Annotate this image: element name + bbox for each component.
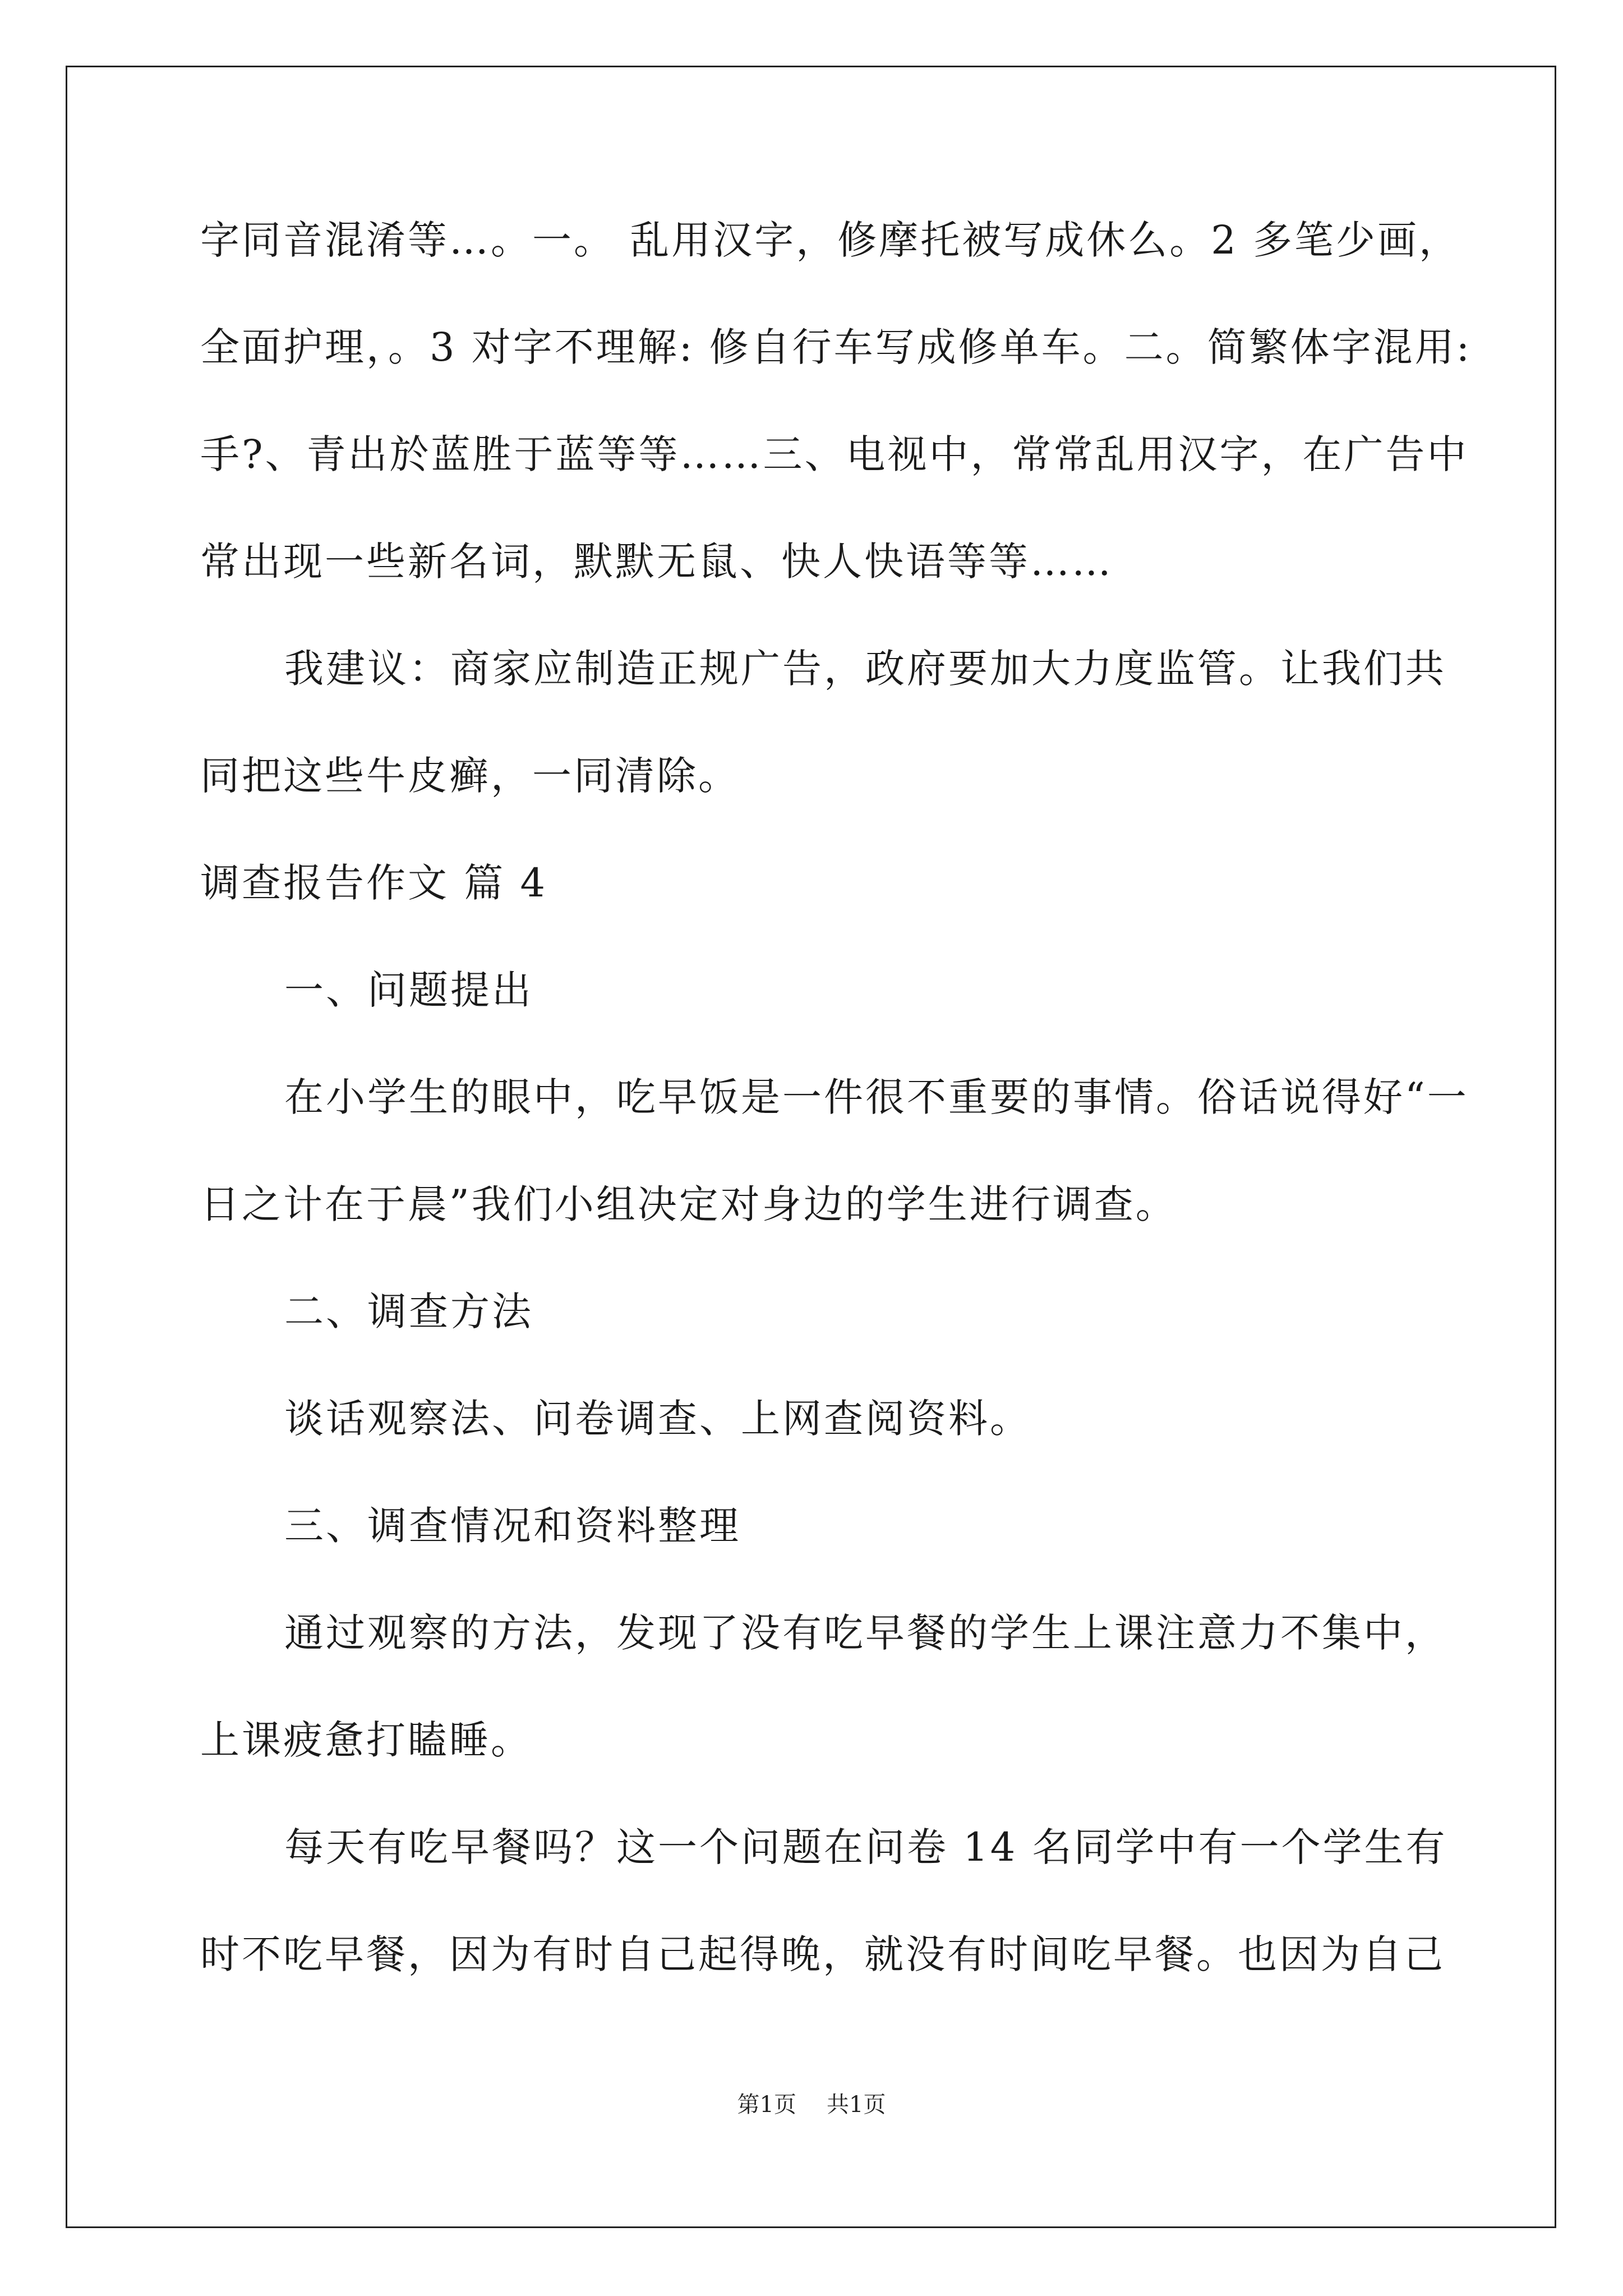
text-line-17: 时不吃早餐，因为有时自己起得晚，就没有时间吃早餐。也因为自己 (200, 1931, 1445, 1977)
section-heading: 调查报告作文 篇 4 (200, 860, 548, 906)
text-line-12: 谈话观察法、问卷调查、上网查阅资料。 (284, 1396, 1031, 1442)
subheading-problem: 一、问题提出 (284, 967, 533, 1013)
subheading-method: 二、调查方法 (284, 1289, 533, 1335)
text-line-15: 上课疲惫打瞌睡。 (200, 1717, 532, 1763)
document-body (200, 217, 1472, 2040)
text-line-6: 同把这些牛皮癣，一同清除。 (200, 753, 740, 799)
text-line-3: 手?、青出於蓝胜于蓝等等……三、电视中，常常乱用汉字，在广告中 (200, 431, 1469, 477)
page-footer (0, 2091, 1623, 2118)
text-line-1: 字同音混淆等…。一。 乱用汉字，修摩托被写成休么。2 多笔少画， (200, 217, 1461, 263)
text-line-14: 通过观察的方法，发现了没有吃早餐的学生上课注意力不集中， (284, 1610, 1446, 1656)
text-line-4: 常出现一些新名词，默默无鼠、快人快语等等…… (200, 539, 1113, 585)
page-number: 第1页 (737, 2092, 796, 2118)
subheading-findings: 三、调查情况和资料整理 (284, 1503, 741, 1549)
page-total: 共1页 (827, 2092, 886, 2118)
text-line-9: 在小学生的眼中，吃早饭是一件很不重要的事情。俗话说得好“一 (284, 1074, 1469, 1120)
text-line-5: 我建议：商家应制造正规广告，政府要加大力度监管。让我们共 (284, 646, 1446, 692)
text-line-2: 全面护理，。3 对字不理解: 修自行车写成修单车。二。简繁体字混用: (200, 324, 1472, 370)
text-line-10: 日之计在于晨”我们小组决定对身边的学生进行调查。 (200, 1181, 1177, 1227)
text-line-16: 每天有吃早餐吗？这一个问题在问卷 14 名同学中有一个学生有 (284, 1824, 1447, 1870)
